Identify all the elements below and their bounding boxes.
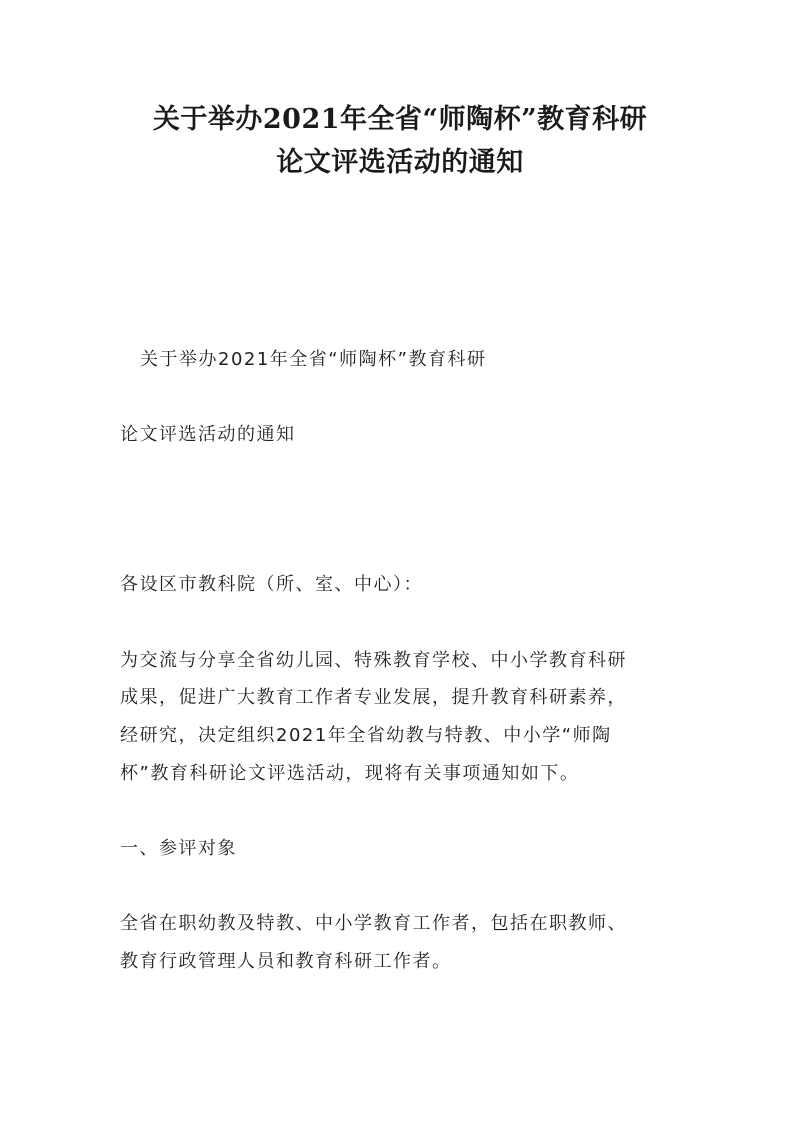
paragraph-line: 经研究，决定组织2021年全省幼教与特教、中小学“师陶 [120,725,612,746]
paragraph-line: 杯”教育科研论文评选活动，现将有关事项通知如下。 [120,763,580,784]
paragraph-line: 教育行政管理人员和教育科研工作者。 [120,951,452,972]
paragraph-line: 全省在职幼教及特教、中小学教育工作者，包括在职教师、 [120,913,627,934]
paragraph-line: 为交流与分享全省幼儿园、特殊教育学校、中小学教育科研 [120,650,627,671]
document-title-line-1: 关于举办2021年全省“师陶杯”教育科研 [152,104,648,135]
subtitle-line-1: 关于举办2021年全省“师陶杯”教育科研 [140,349,487,370]
subtitle-line-2: 论文评选活动的通知 [120,424,296,445]
paragraph-line: 成果，促进广大教育工作者专业发展，提升教育科研素养， [120,687,627,708]
section-heading: 一、参评对象 [120,838,237,859]
salutation: 各设区市教科院（所、室、中心）： [120,574,423,595]
document-title-line-2: 论文评选活动的通知 [276,147,524,178]
